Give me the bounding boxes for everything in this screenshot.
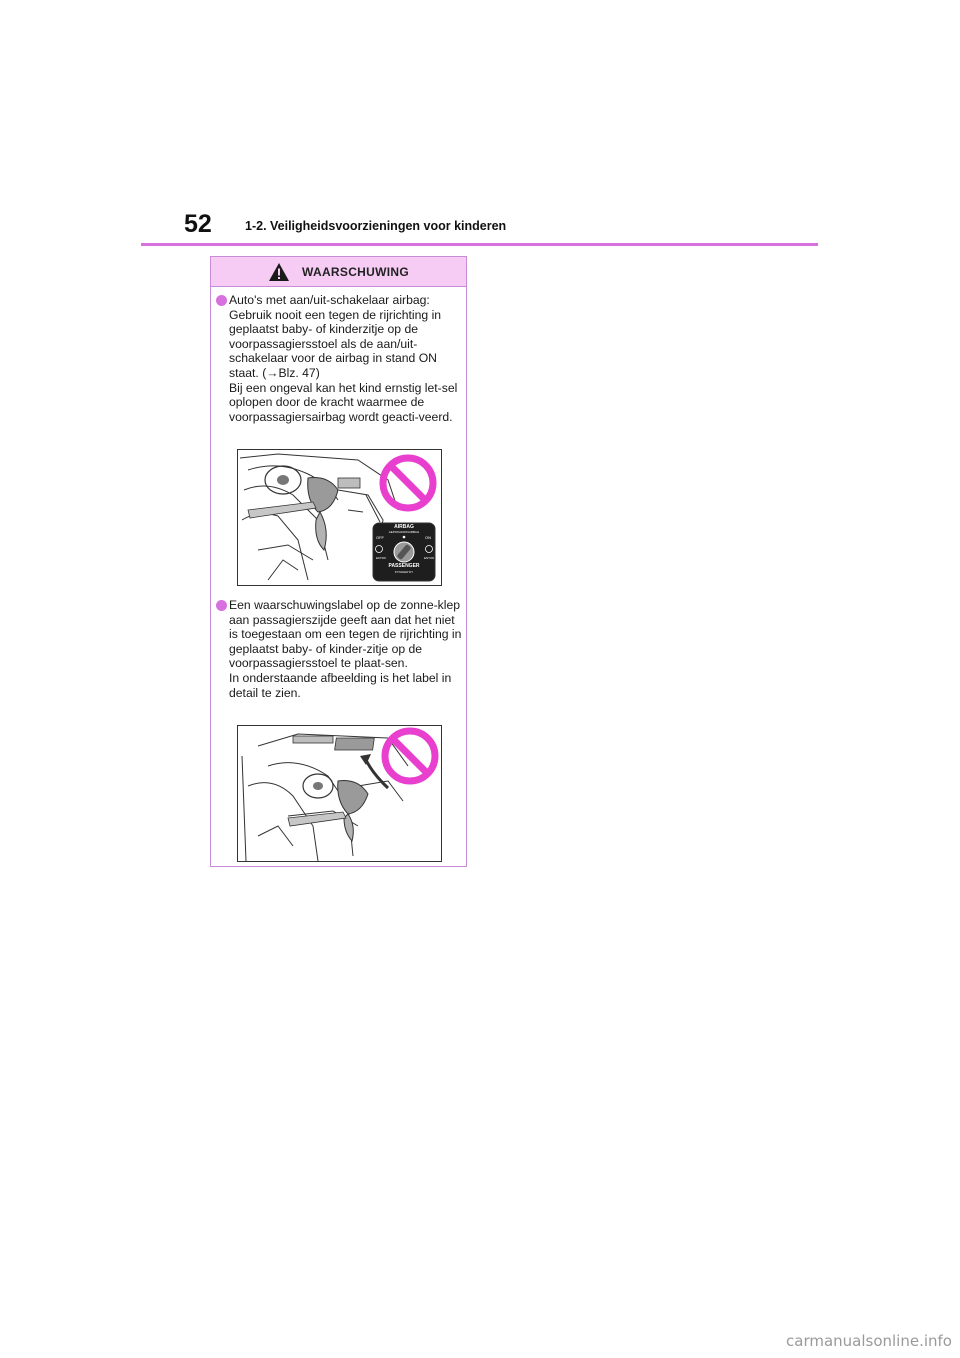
prohibition-icon [385,731,435,781]
bullet-text: Auto's met aan/uit-schakelaar airbag: Gebruik nooit een tegen de rijrichting in geplaatst baby- of kinderzitje op de voorpassagiersstoel als de aan/uit-schakelaar voor de airbag in stand ON staat. (→Blz. 47) Bij een ongeval kan het kind ernstig let-sel oplopen door de kracht waarmee de voorpassagiersairbag wordt geacti-veerd. [229,293,458,424]
illustration-sunvisor-label [237,725,442,862]
site-watermark: carmanualsonline.info [786,1332,952,1350]
page-number: 52 [184,210,212,238]
switch-on-sublabel: ΕΝΤΟΣ [424,556,435,560]
header-rule [141,243,818,246]
bullet-dot [216,295,227,306]
illustration-airbag-switch [237,449,442,586]
warning-triangle-icon [268,262,290,282]
prohibition-icon [383,458,433,508]
warning-header [211,257,466,287]
switch-bottom-label: PASSENGER [388,563,420,569]
warning-title: WAARSCHUWING [302,264,409,279]
switch-off-label: OFF [376,535,384,540]
switch-bottom-sublabel: ΣΥΝΟΔΗΓΟΥ [394,570,414,574]
bullet-dot [216,600,227,611]
warning-bullet-airbag-switch [216,293,463,424]
bullet-text: Een waarschuwingslabel op de zonne-klep aan passagierszijde geeft aan dat het niet is toegestaan om een tegen de rijrichting in geplaatst baby- of kinder-zitje op de voorpassagiersstoel te plaat-sen. In onderstaande afbeelding is het label in detail te zien. [229,598,462,700]
switch-top-sublabel: ΑΕΡΟΣΑΚΟΣ/AIRBAG [388,530,420,534]
switch-on-label: ON [425,535,431,540]
section-title: 1-2. Veiligheidsvoorzieningen voor kinderen [245,219,507,233]
switch-off-sublabel: ΕΚΤΟΣ [376,556,386,560]
warning-bullet-sunvisor-label [216,598,463,700]
switch-top-label: AIRBAG [394,524,414,530]
warning-box [210,256,467,867]
